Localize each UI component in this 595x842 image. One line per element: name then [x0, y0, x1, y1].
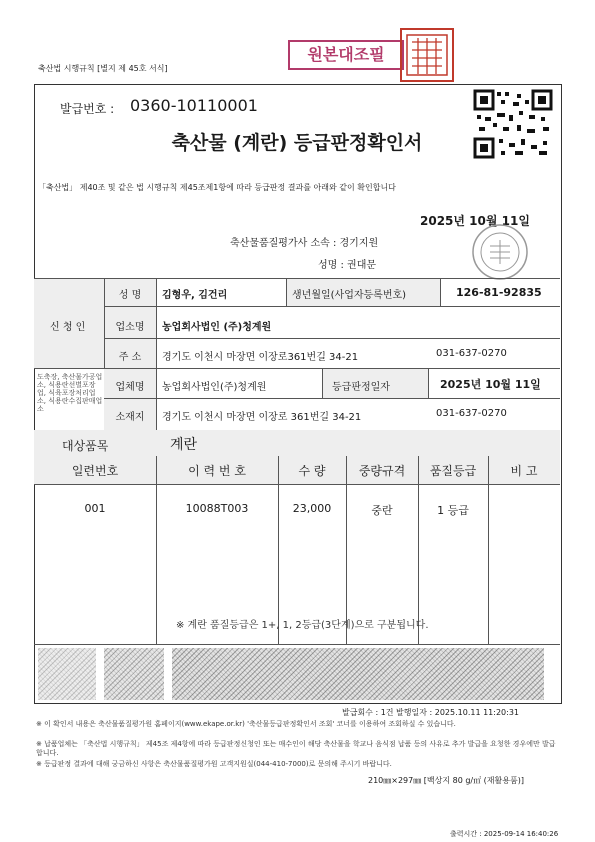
applicant-section-label: 신 청 인 — [50, 322, 86, 333]
original-copy-stamp: 원본대조필 — [288, 40, 404, 70]
evaluator-affiliation: 축산물품질평가사 소속 : 경기지원 — [230, 238, 379, 249]
print-time: 출력시간 : 2025-09-14 16:40:26 — [450, 830, 559, 838]
item-label: 대상품목 — [62, 439, 109, 453]
paper-spec: 210㎜×297㎜ [백상지 80 g/㎡ (재활용품)] — [368, 776, 524, 785]
footnote-2: ※ 납품업체는 「축산법 시행규칙」 제45조 제4항에 따라 등급판정신청인 또는 매수인이 해당 축산물을 학교나 음식점 납품 등의 사유로 추가 발급을 요청한 경우에만 발급합니다. — [36, 740, 556, 757]
header-quantity: 수 량 — [298, 464, 326, 478]
header-serial: 일련번호 — [71, 464, 119, 478]
row-quality-grade: 1 등급 — [437, 504, 469, 517]
business-name: 농업회사법인(주)청계원 — [162, 382, 267, 393]
location-phone: 031-637-0270 — [436, 408, 507, 419]
security-barcode-pattern — [172, 648, 544, 700]
facility-section-label: 도축장, 축산물가공업소, 식용란선별포장업, 식육포장처리업소, 식용란수집판매업소 — [37, 373, 103, 413]
header-quality-grade: 품질등급 — [429, 464, 477, 478]
issue-label: 발급번호 : — [60, 102, 115, 116]
applicant-name: 김형우, 김건리 — [162, 290, 228, 301]
grading-date-label: 등급판정일자 — [332, 382, 390, 393]
registration-number: 126-81-92835 — [456, 286, 542, 299]
issue-number: 0360-10110001 — [130, 96, 258, 115]
address-phone: 031-637-0270 — [436, 348, 507, 359]
grading-date: 2025년 10월 11일 — [440, 378, 541, 391]
evaluator-seal — [470, 222, 530, 282]
official-seal — [398, 26, 456, 84]
issue-date: 2025년 10월 11일 — [420, 214, 530, 228]
security-pattern-left — [38, 648, 96, 700]
header-remarks: 비 고 — [510, 464, 538, 478]
header-weight-class: 중량규격 — [358, 464, 406, 478]
footnote-3: ※ 등급판정 결과에 대해 궁금하신 사항은 축산물품질평가원 고객지원실(044-410-7000)로 문의해 주시기 바랍니다. — [36, 760, 392, 768]
row-trace-number: 10088T003 — [185, 502, 249, 515]
form-reference: 축산법 시행규칙 [별지 제 45호 서식] — [38, 64, 168, 73]
intro-text: 「축산법」 제40조 및 같은 법 시행규칙 제45조제1항에 따라 등급판정 결과를 아래와 같이 확인합니다 — [38, 183, 396, 192]
address-value: 경기도 이천시 마장면 이장로361번길 34-21 — [162, 352, 359, 363]
footnote-1: ※ 이 확인서 내용은 축산물품질평가원 홈페이지(www.ekape.or.kr) '축산물등급판정확인서 조회' 코너를 이용하여 조회하실 수 있습니다. — [36, 720, 456, 728]
evaluator-name: 성명 : 권대문 — [318, 260, 377, 271]
name-label: 성 명 — [118, 290, 142, 301]
company-name: 농업회사법인 (주)청계원 — [162, 322, 272, 333]
location-value: 경기도 이천시 마장면 이장로 361번길 34-21 — [162, 412, 362, 423]
location-label: 소재지 — [115, 412, 145, 423]
birth-label: 생년월일(사업자등록번호) — [292, 290, 407, 301]
row-quantity: 23,000 — [292, 502, 332, 515]
issue-meta: 발급회수 : 1건 발행일자 : 2025.10.11 11:20:31 — [342, 708, 520, 717]
document-title: 축산물 (계란) 등급판정확인서 — [171, 132, 423, 154]
address-label: 주 소 — [118, 352, 142, 363]
item-value: 계란 — [170, 437, 198, 453]
header-trace-number: 이 력 번 호 — [188, 464, 246, 478]
security-logo-pattern — [104, 648, 164, 700]
row-weight-class: 중란 — [371, 504, 393, 517]
company-label: 업소명 — [115, 322, 145, 333]
business-name-label: 업체명 — [115, 382, 145, 393]
row-serial: 001 — [84, 502, 106, 515]
grade-note: ※ 계란 품질등급은 1+, 1, 2등급(3단계)으로 구분됩니다. — [176, 620, 429, 631]
item-row-shade — [34, 430, 560, 456]
